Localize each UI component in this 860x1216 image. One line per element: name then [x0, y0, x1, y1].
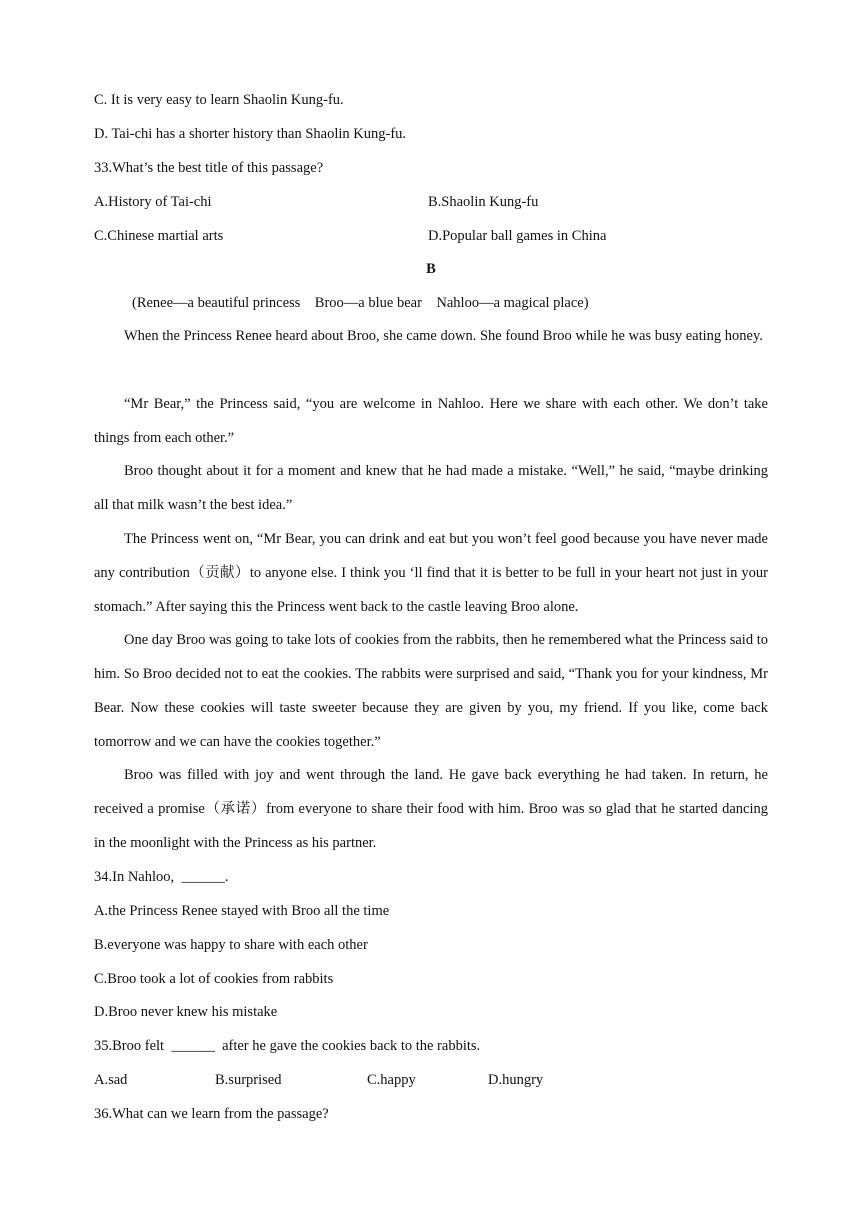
- q33-question: 33.What’s the best title of this passage?: [94, 160, 324, 176]
- q33-option-c: C.Chinese martial arts: [94, 228, 224, 244]
- q35-question: 35.Broo felt ______ after he gave the cookies back to the rabbits.: [94, 1038, 481, 1054]
- q34-option-d: D.Broo never knew his mistake: [94, 1004, 278, 1020]
- q32-option-c: C. It is very easy to learn Shaolin Kung-fu.: [94, 92, 344, 108]
- story-paragraph: “Mr Bear,” the Princess said, “you are welcome in Nahloo. Here we share with each other. We don’t take things from each other.”: [94, 396, 768, 446]
- q35-option-b: B.surprised: [215, 1072, 282, 1088]
- character-intro: (Renee—a beautiful princess Broo—a blue bear Nahloo—a magical place): [132, 295, 589, 311]
- story-paragraph: Broo thought about it for a moment and knew that he had made a mistake. “Well,” he said, “maybe drinking all that milk wasn’t the best idea.”: [94, 463, 768, 513]
- q32-option-d: D. Tai-chi has a shorter history than Shaolin Kung-fu.: [94, 126, 407, 142]
- q35-option-a: A.sad: [94, 1072, 128, 1088]
- q34-option-c: C.Broo took a lot of cookies from rabbits: [94, 971, 334, 987]
- q35-option-c: C.happy: [367, 1072, 416, 1088]
- story-paragraph: Broo was filled with joy and went through the land. He gave back everything he had taken. In return, he received a promise（承诺）from everyone to share their food with him. Broo was so glad that he started dancing in the moonlight with the Princess as his partner.: [94, 767, 768, 851]
- story-paragraph: One day Broo was going to take lots of cookies from the rabbits, then he remembered what the Princess said to him. So Broo decided not to eat the cookies. The rabbits were surprised and said, “Thank you for your kindness, Mr Bear. Now these cookies will taste sweeter because they are given by you, my friend. If you like, come back tomorrow and we can have the cookies together.”: [94, 632, 768, 750]
- q33-option-a: A.History of Tai-chi: [94, 194, 212, 210]
- q34-question: 34.In Nahloo, ______.: [94, 869, 229, 885]
- story-paragraph: When the Princess Renee heard about Broo, she came down. She found Broo while he was busy eating honey.: [124, 328, 763, 344]
- story-paragraph: The Princess went on, “Mr Bear, you can drink and eat but you won’t feel good because you have never made any contribution（贡献）to anyone else. I think you ‘ll find that it is better to be full in your heart not just in your stomach.” After saying this the Princess went back to the castle leaving Broo alone.: [94, 531, 768, 615]
- q34-option-b: B.everyone was happy to share with each other: [94, 937, 368, 953]
- q36-question: 36.What can we learn from the passage?: [94, 1106, 329, 1122]
- q34-option-a: A.the Princess Renee stayed with Broo all the time: [94, 903, 390, 919]
- section-heading: B: [426, 261, 436, 277]
- q35-option-d: D.hungry: [488, 1072, 544, 1088]
- q33-option-d: D.Popular ball games in China: [428, 228, 607, 244]
- q33-option-b: B.Shaolin Kung-fu: [428, 194, 539, 210]
